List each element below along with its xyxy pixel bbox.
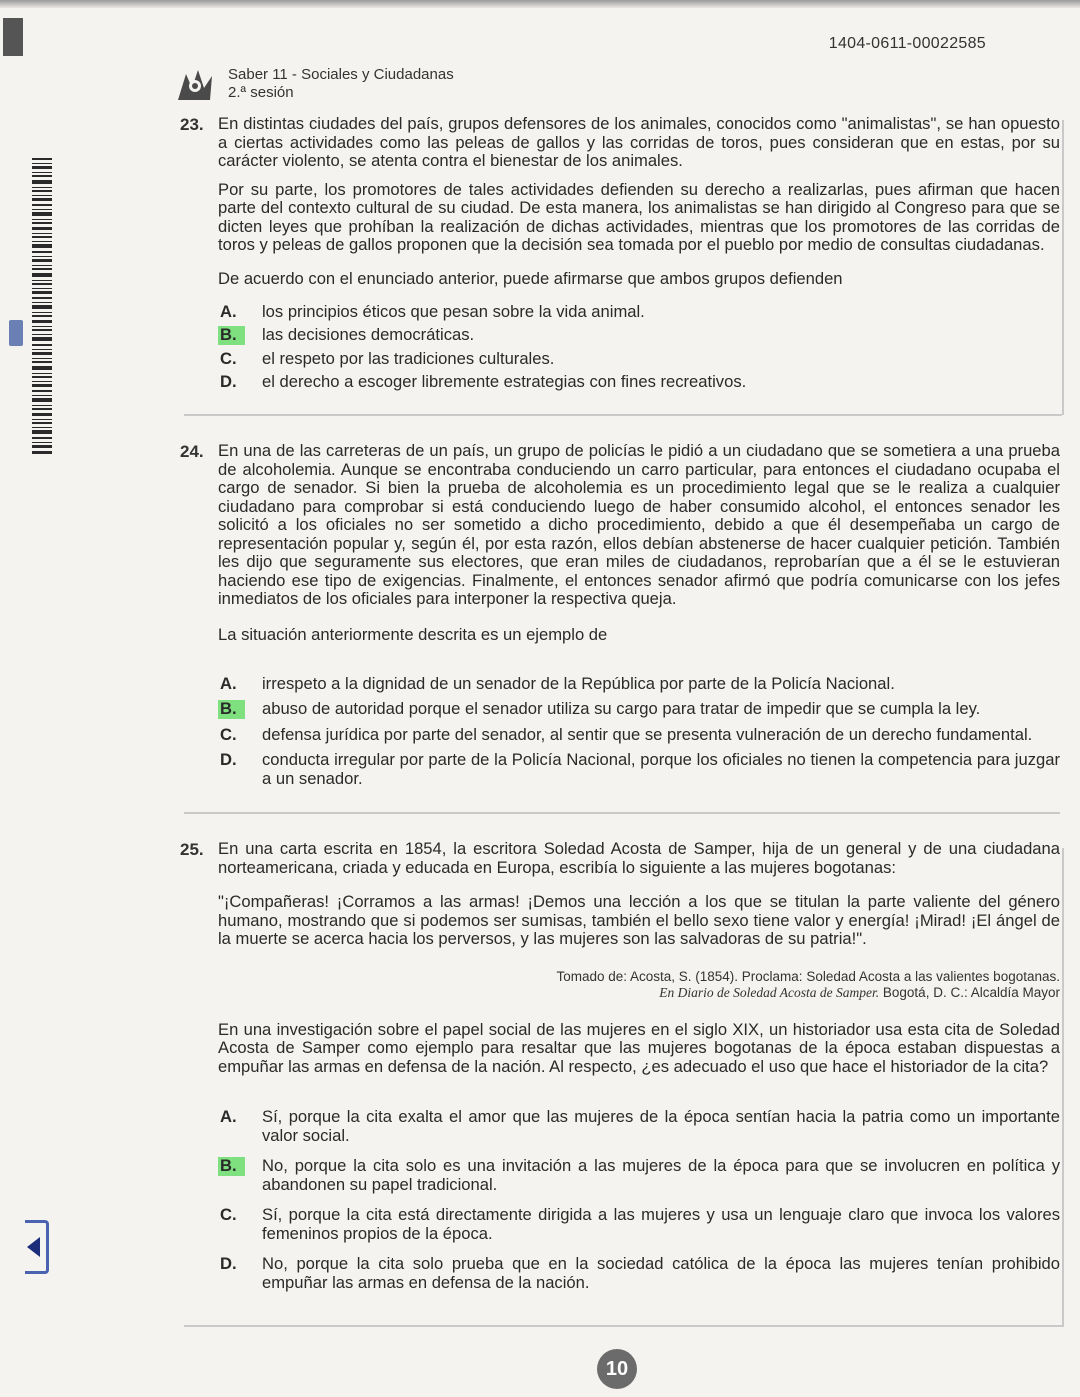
option-c[interactable] [218, 350, 1060, 369]
option-letter: C. [220, 724, 237, 744]
option-text: las decisiones democráticas. [262, 325, 475, 344]
question-number: 24. [180, 442, 204, 461]
option-c[interactable] [218, 726, 1060, 745]
option-letter-highlighted: B. [218, 326, 245, 345]
divider [184, 414, 1062, 416]
option-text: Sí, porque la cita está directamente dirigida a las mujeres y usa un lenguaje claro que invoca los valores femeninos propios de la época. [262, 1205, 1060, 1243]
question-23 [180, 115, 1060, 397]
citation-source-rest: Bogotá, D. C.: Alcaldía Mayor [879, 984, 1060, 1000]
answer-options [218, 303, 1060, 392]
barcode-label-mark [9, 320, 23, 346]
option-text: defensa jurídica por parte del senador, al sentir que se presenta vulneración de un derecho fundamental. [262, 724, 1033, 744]
option-a[interactable] [218, 303, 1060, 322]
answer-options [218, 675, 1060, 789]
option-letter-highlighted: B. [218, 700, 245, 719]
option-b[interactable] [218, 1157, 1060, 1194]
question-stem: En una carta escrita en 1854, la escritora Soledad Acosta de Samper, hija de un general y de una ciudadana norteamericana, criada y educada en Europa, escribía lo siguiente a las mujeres bogotanas: [218, 839, 1060, 877]
option-letter: A. [220, 301, 237, 321]
question-paragraph: Por su parte, los promotores de tales actividades defienden su derecho a realizarlas, pues afirman que hacen parte del contexto cultural de su ciudad. De esta manera, los animalistas se han dirigido al Congreso para que se dicten leyes que prohíban la realización de dichas actividades, mientras que los promotores de las corridas de toros y peleas de gallos proponen que la decisión sea tomada por el pueblo por medio de consultas ciudadanas. [218, 179, 1060, 254]
question-24 [180, 442, 1060, 793]
option-letter: A. [220, 1107, 237, 1126]
option-d[interactable] [218, 751, 1060, 788]
divider [184, 1325, 1064, 1327]
question-25 [180, 840, 1060, 1297]
question-stem: En distintas ciudades del país, grupos defensores de los animales, conocidos como "animalistas", se han opuesto a ciertas actividades como las peleas de gallos y las corridas de toros, pues consideran que en estas, por su carácter violento, se atenta contra el bienestar de los animales. [218, 114, 1060, 170]
option-text: No, porque la cita solo es una invitación a las mujeres de la época para que se involucren en política y abandonen su papel tradicional. [262, 1156, 1060, 1194]
question-prompt: En una investigación sobre el papel social de las mujeres en el siglo XIX, un historiador usa esta cita de Soledad Acosta de Samper como ejemplo para resaltar que las mujeres bogotanas de la época estaban dispuestas a empuñar las armas en defensa de la nación. Al respecto, ¿es adecuado el uso que hace el historiador de la cita? [218, 1019, 1060, 1076]
barcode-icon [32, 158, 52, 454]
option-a[interactable] [218, 675, 1060, 694]
scan-top-edge [0, 0, 1080, 8]
option-letter: A. [220, 673, 237, 693]
option-letter: C. [220, 348, 237, 368]
option-text: el respeto por las tradiciones culturales. [262, 348, 555, 368]
citation [218, 969, 1060, 1001]
option-a[interactable] [218, 1108, 1060, 1145]
option-text: irrespeto a la dignidad de un senador de la República por parte de la Policía Nacional. [262, 673, 895, 693]
option-text: No, porque la cita solo prueba que en la sociedad católica de la época las mujeres tenían prohibido empuñar las armas en defensa de la nación. [262, 1254, 1060, 1292]
option-letter: C. [220, 1205, 237, 1224]
divider [184, 812, 1060, 814]
option-letter-highlighted: B. [218, 1157, 245, 1176]
citation-source-title: En Diario de Soledad Acosta de Samper. [659, 984, 880, 1000]
question-stem: En una de las carreteras de un país, un grupo de policías le pidió a un ciudadano que se sometiera a una prueba de alcoholemia. Aunque se encontraba conduciendo un carro particular, para entonces el ciudadano ocupaba el cargo de senador. Si bien la prueba de alcoholemia es un procedimiento legal que se le realiza a cualquier ciudadano para comprobar si está conduciendo luego de haber consumido alcohol, el entonces senador les solicitó a los oficiales no ser sometido a dicho procedimiento, debido a que él desempeñaba un cargo de representación popular y, según él, por esta razón, ellos debían abstenerse de hacer cualquier petición. También les dijo que seguramente sus electores, que eran miles de ciudadanos, reprobarían que a él se le estuvieran haciendo ese tipo de exigencias. Finalmente, el entonces senador afirmó que podría comunicarse con los jefes inmediatos de los oficiales para interponer la respectiva queja. [218, 441, 1060, 608]
exam-session: 2.ª sesión [228, 84, 294, 101]
document-code: 1404-0611-00022585 [828, 35, 986, 52]
page-header [176, 66, 454, 104]
option-letter: D. [220, 1254, 237, 1273]
option-letter: D. [220, 372, 237, 391]
option-b[interactable] [218, 700, 1060, 719]
divider-vertical [1062, 120, 1064, 415]
option-d[interactable] [218, 1255, 1060, 1292]
exam-title: Saber 11 - Sociales y Ciudadanas [228, 66, 454, 83]
option-text: el derecho a escoger libremente estrategias con fines recreativos. [262, 372, 747, 391]
quote-text: "¡Compañeras! ¡Corramos a las armas! ¡Demos una lección a los que se titulan la parte valiente del género humano, mostrando que si podemos ser sumisas, también el bello sexo tiene valor y energía! ¡Mirad! ¡El ángel de la muerte se acerca hacia los perversos, y las mujeres son las salvadoras de su patria!". [218, 892, 1060, 948]
option-text: los principios éticos que pesan sobre la vida animal. [262, 301, 645, 321]
answer-options [218, 1108, 1060, 1292]
option-letter: D. [220, 750, 237, 769]
option-b[interactable] [218, 326, 1060, 345]
option-text: abuso de autoridad porque el senador utiliza su cargo para tratar de impedir que se cumpla la ley. [262, 699, 981, 718]
page-number: 10 [597, 1349, 637, 1389]
scan-left-tab [3, 18, 23, 56]
option-c[interactable] [218, 1206, 1060, 1243]
option-text: Sí, porque la cita exalta el amor que las mujeres de la época sentían hacia la patria como un importante valor social. [262, 1107, 1060, 1145]
question-prompt: La situación anteriormente descrita es un ejemplo de [218, 624, 608, 644]
option-text: conducta irregular por parte de la Policía Nacional, porque los oficiales no tienen la competencia para juzgar a un senador. [262, 750, 1060, 788]
question-prompt: De acuerdo con el enunciado anterior, puede afirmarse que ambos grupos defienden [218, 268, 843, 288]
icfes-logo-icon [176, 66, 214, 104]
citation-line-1: Tomado de: Acosta, S. (1854). Proclama: Soledad Acosta a las valientes bogotanas. [556, 968, 1060, 984]
option-d[interactable] [218, 373, 1060, 392]
side-marker-icon [25, 1220, 49, 1274]
question-number: 25. [180, 840, 204, 859]
divider-vertical [1062, 848, 1064, 1326]
question-number: 23. [180, 115, 204, 134]
